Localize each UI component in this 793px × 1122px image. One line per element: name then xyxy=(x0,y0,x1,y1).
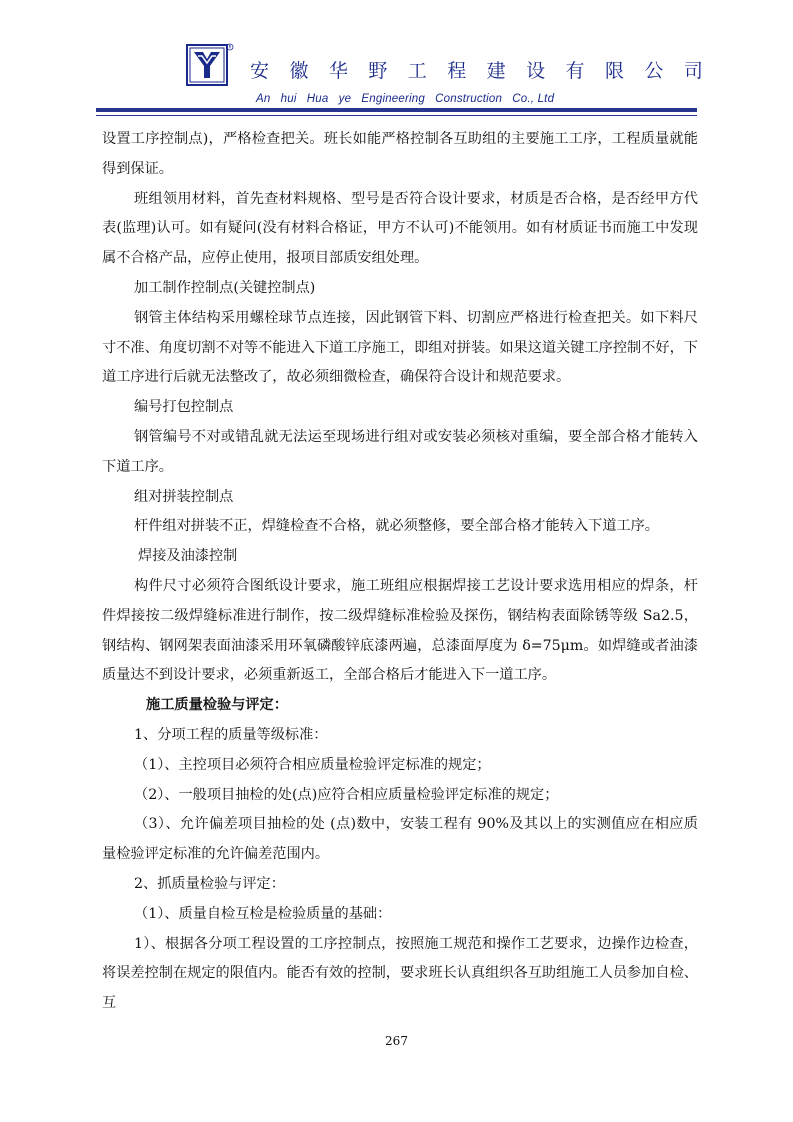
paragraph: 班组领用材料，首先查材料规格、型号是否符合设计要求，材质是否合格，是否经甲方代表(监理)认可。如有疑问(没有材料合格证，甲方不认可)不能领用。如有材质证书而施工中发现属不合格产品，应停止使用，报项目部质安组处理。 xyxy=(102,190,698,267)
paragraph: 杆件组对拼装不正，焊缝检查不合格，就必须整修，要全部合格才能转入下道工序。 xyxy=(134,518,659,535)
subheading: 组对拼装控制点 xyxy=(134,488,234,505)
paragraph: 钢管编号不对或错乱就无法运至现场进行组对或安装必须核对重编，要全部合格才能转入下道工序。 xyxy=(102,428,698,475)
header-divider-thick xyxy=(96,108,697,112)
section-heading: 施工质量检验与评定： xyxy=(146,697,288,714)
subheading: 焊接及油漆控制 xyxy=(138,548,238,565)
list-item: 1）、根据各分项工程设置的工序控制点，按照施工规范和操作工艺要求，边操作边检查，将误差控制在规定的限值内。能否有效的控制，要求班长认真组织各互助组施工人员参加自检、互 xyxy=(102,935,698,1012)
paragraph: 钢管主体结构采用螺栓球节点连接，因此钢管下料、切割应严格进行检查把关。如下料尺寸不准、角度切割不对等不能进入下道工序施工，即组对拼装。如果这道关键工序控制不好，下道工序进行后就无法整改了，故必须细微检查，确保符合设计和规范要求。 xyxy=(102,309,698,386)
company-name-en: An hui Hua ye Engineering Construction Co., Ltd xyxy=(256,93,555,105)
list-item: （1）、质量自检互检是检验质量的基础： xyxy=(134,905,392,922)
list-item: （2）、一般项目抽检的处(点)应符合相应质量检验评定标准的规定； xyxy=(134,786,559,803)
header-divider-thin xyxy=(96,115,697,116)
page-number: 267 xyxy=(385,1034,408,1048)
company-name-cn: 安 徽 华 野 工 程 建 设 有 限 公 司 xyxy=(250,60,711,82)
subheading: 加工制作控制点(关键控制点) xyxy=(134,279,316,296)
subheading: 编号打包控制点 xyxy=(134,399,234,416)
huaye-logo-icon xyxy=(186,42,234,88)
paragraph: 设置工序控制点)，严格检查把关。班长如能严格控制各互助组的主要施工工序，工程质量就能得到保证。 xyxy=(102,131,698,177)
list-item: （1）、主控项目必须符合相应质量检验评定标准的规定； xyxy=(134,756,491,773)
svg-text:R: R xyxy=(228,44,232,50)
list-item: （3）、允许偏差项目抽检的处 (点)数中，安装工程有 90%及其以上的实测值应在相应质量检验评定标准的允许偏差范围内。 xyxy=(102,816,698,863)
page-header xyxy=(0,0,793,125)
list-item: 2、抓质量检验与评定： xyxy=(134,875,285,892)
document-body xyxy=(102,125,698,1019)
paragraph: 构件尺寸必须符合图纸设计要求，施工班组应根据焊接工艺设计要求选用相应的焊条，杆件焊接按二级焊缝标准进行制作，按二级焊缝标准检验及探伤，钢结构表面除锈等级 Sa2.5，钢结构、钢网架表面油漆采用环氧磷酸锌底漆两遍，总漆面厚度为 δ=75μm。如焊缝或者油漆质量达不到设计要求，必须重新返工，全部合格后才能进入下一道工序。 xyxy=(102,577,698,684)
list-item: 1、分项工程的质量等级标准： xyxy=(134,726,328,743)
